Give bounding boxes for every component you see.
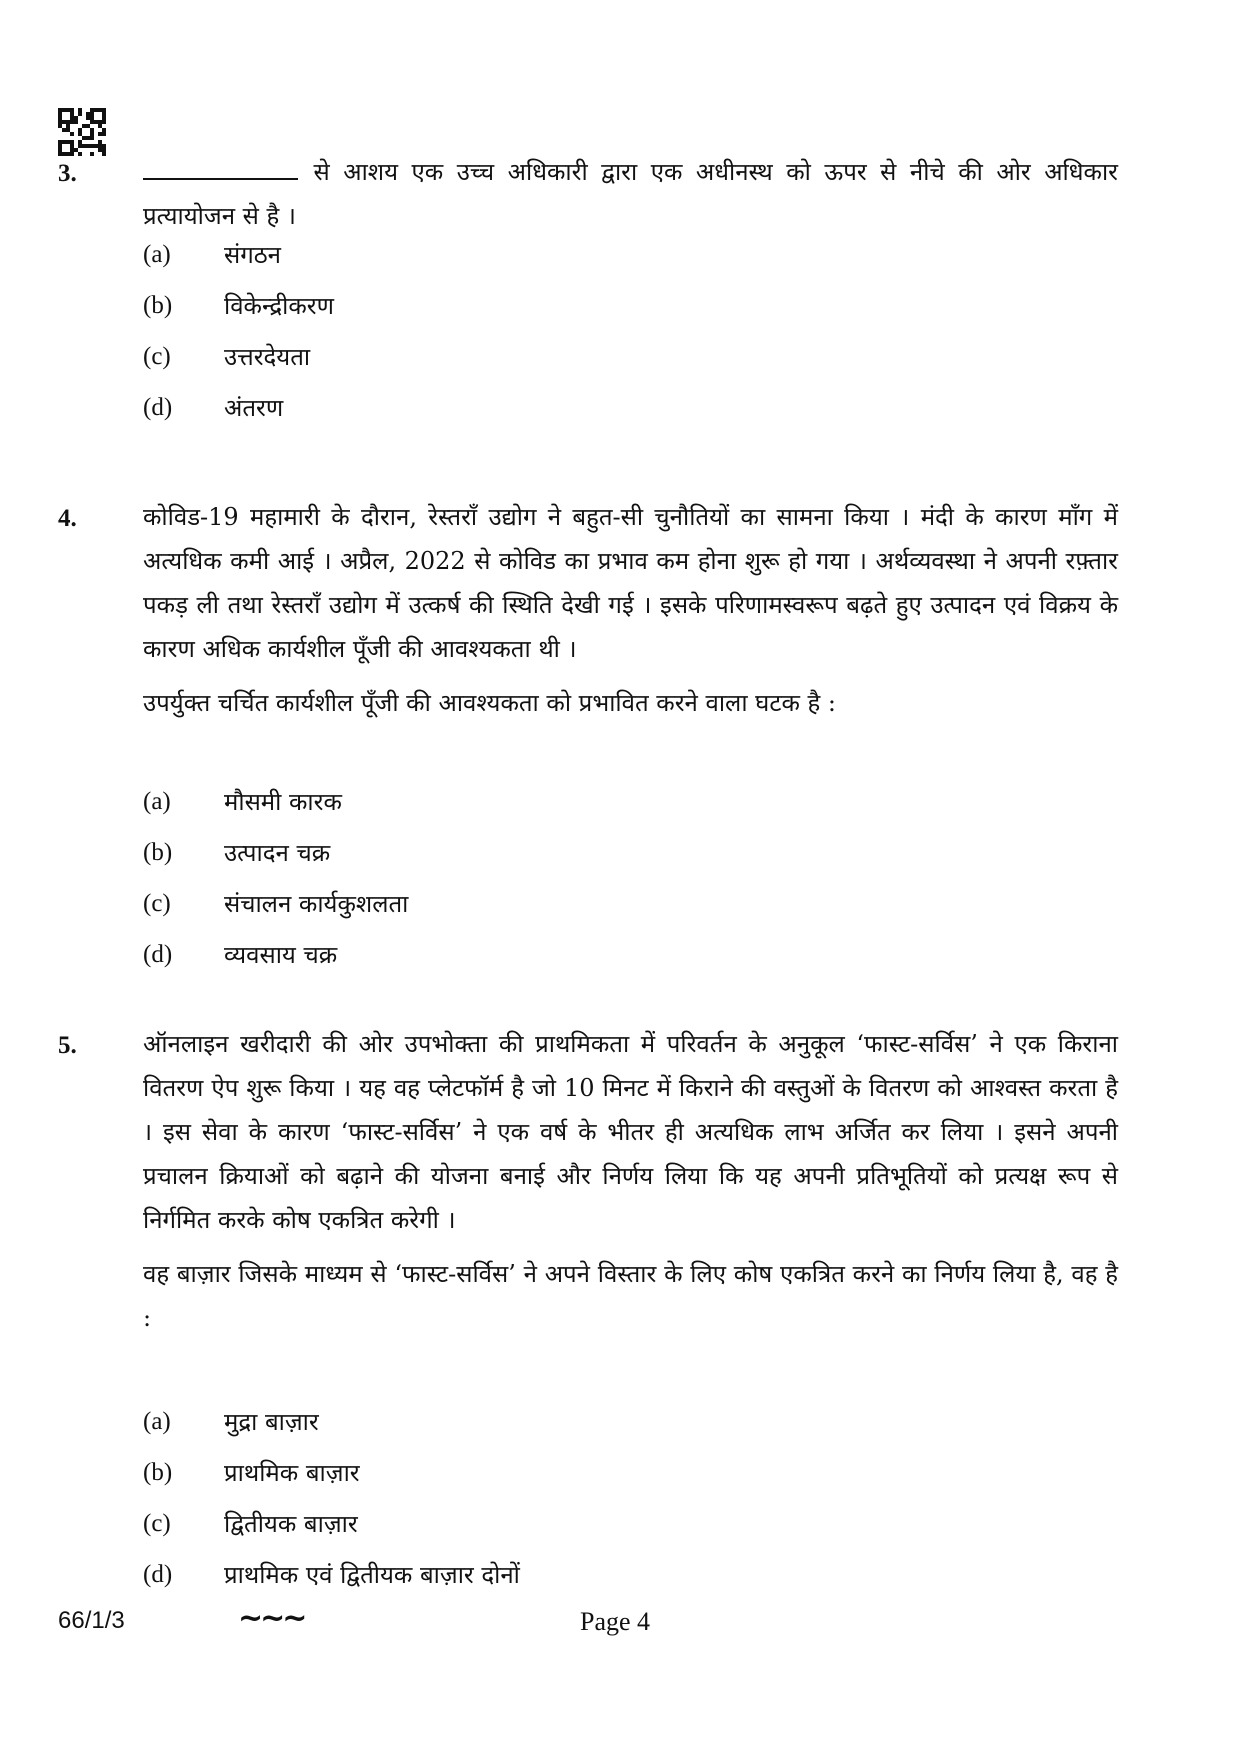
qr-code (58, 108, 106, 156)
question-body (143, 1022, 1118, 1340)
option-text: संचालन कार्यकुशलता (224, 890, 409, 918)
question-passage: ऑनलाइन खरीदारी की ओर उपभोक्ता की प्राथमिकता में परिवर्तन के अनुकूल ‘फास्ट-सर्विस’ ने एक किराना वितरण ऐप शुरू किया । यह वह प्लेटफॉर्म है जो 10 मिनट में किराने की वस्तुओं के वितरण को आश्वस्त करता है । इस सेवा के कारण ‘फास्ट-सर्विस’ ने एक वर्ष के भीतर ही अत्यधिक लाभ अर्जित कर लिया । इसने अपनी प्रचालन क्रियाओं को बढ़ाने की योजना बनाई और निर्णय लिया कि यह अपनी प्रतिभूतियों को प्रत्यक्ष रूप से निर्गमित करके कोष एकत्रित करेगी । (143, 1030, 1118, 1234)
page-number: Page 4 (580, 1607, 651, 1636)
question-passage: कोविड-19 महामारी के दौरान, रेस्तराँ उद्योग ने बहुत-सी चुनौतियों का सामना किया । मंदी के कारण माँग में अत्यधिक कमी आई । अप्रैल, 2022 से कोविड का प्रभाव कम होना शुरू हो गया । अर्थव्यवस्था ने अपनी रफ़्तार पकड़ ली तथा रेस्तराँ उद्योग में उत्कर्ष की स्थिति देखी गई । इसके परिणामस्वरूप बढ़ते हुए उत्पादन एवं विक्रय के कारण अधिक कार्यशील पूँजी की आवश्यकता थी । (143, 503, 1118, 663)
fill-in-blank (143, 152, 298, 180)
question-prompt: वह बाज़ार जिसके माध्यम से ‘फास्ट-सर्विस’ ने अपने विस्तार के लिए कोष एकत्रित करने का निर्णय लिया है, वह है : (143, 1260, 1118, 1332)
option-text: प्राथमिक एवं द्वितीयक बाज़ार दोनों (224, 1561, 520, 1589)
option-label: (a) (143, 788, 171, 815)
question-number: 5. (58, 1032, 77, 1059)
option-label: (a) (143, 241, 171, 268)
option-text: मुद्रा बाज़ार (224, 1408, 319, 1436)
option-text: प्राथमिक बाज़ार (224, 1459, 360, 1487)
option-label: (b) (143, 292, 173, 319)
option-label: (d) (143, 1561, 173, 1588)
question-body (143, 495, 1118, 725)
option-text: अंतरण (224, 394, 284, 422)
page-footer (0, 1601, 1241, 1647)
option-label: (a) (143, 1408, 171, 1435)
question-stem-text: से आशय एक उच्च अधिकारी द्वारा एक अधीनस्थ को ऊपर से नीचे की ओर अधिकार प्रत्यायोजन से है । (143, 158, 1118, 230)
option-label: (c) (143, 1510, 171, 1537)
option-label: (c) (143, 343, 171, 370)
question-number: 4. (58, 505, 77, 532)
option-text: संगठन (224, 241, 281, 269)
question-stem (143, 150, 1118, 238)
option-text: उत्तरदेयता (224, 343, 311, 371)
question-number: 3. (58, 160, 77, 187)
option-text: उत्पादन चक्र (224, 839, 331, 867)
option-text: विकेन्द्रीकरण (224, 292, 334, 320)
option-label: (b) (143, 839, 173, 866)
option-label: (d) (143, 941, 173, 968)
option-label: (b) (143, 1459, 173, 1486)
option-label: (c) (143, 890, 171, 917)
option-text: मौसमी कारक (224, 788, 342, 816)
paper-code: 66/1/3 (58, 1607, 125, 1634)
question-prompt: उपर्युक्त चर्चित कार्यशील पूँजी की आवश्यकता को प्रभावित करने वाला घटक है : (143, 689, 836, 717)
option-label: (d) (143, 394, 173, 421)
tilde-ornament: ~~~ (238, 1601, 305, 1636)
option-text: व्यवसाय चक्र (224, 941, 338, 969)
option-text: द्वितीयक बाज़ार (224, 1510, 358, 1538)
